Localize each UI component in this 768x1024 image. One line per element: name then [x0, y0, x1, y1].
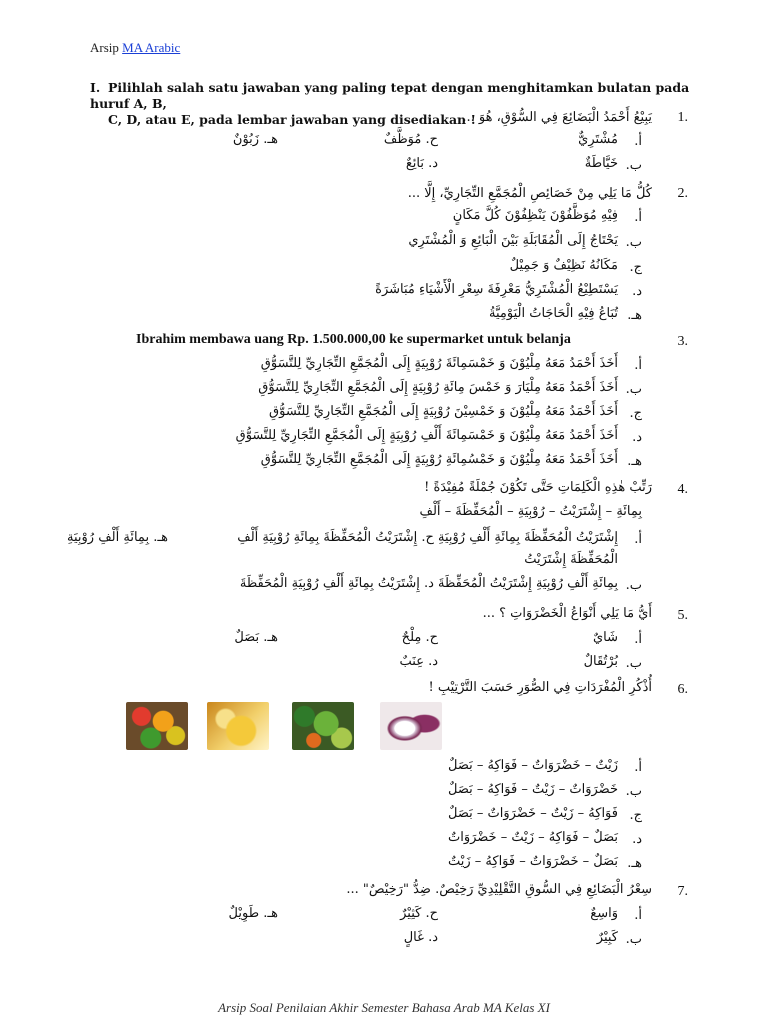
- option-letter: هـ.: [627, 308, 642, 323]
- option-b[interactable]: بُرْتُقَالٌ: [583, 654, 618, 669]
- option-a[interactable]: زَيْتٌ – خَضْرَوَاتٌ – فَوَاكِهُ – بَصَلٌ: [447, 758, 618, 773]
- option-letter: ب.: [625, 235, 642, 250]
- option-e[interactable]: بَصَلٌ – خَضْرَوَاتٌ – فَوَاكِهُ – زَيْتٌ: [447, 854, 618, 869]
- question-text: رَتِّبْ هٰذِهِ الْكَلِمَاتِ حَتَّى تَكُوْنَ جُمْلَةً مُفِيْدَةً !: [424, 480, 652, 495]
- vegetables-image: [292, 702, 354, 750]
- option-a-continued: الْمُحَفِّظَةَ إِشْتَرَيْتُ: [524, 552, 618, 567]
- option-a[interactable]: وَاسِعٌ: [590, 906, 618, 921]
- option-letter: ب.: [625, 784, 642, 799]
- header-prefix: Arsip: [90, 40, 119, 55]
- option-e[interactable]: هـ. بَصَلٌ: [234, 630, 278, 645]
- option-letter: أ.: [634, 210, 642, 225]
- option-letter: أ.: [634, 358, 642, 373]
- option-letter: أ.: [634, 760, 642, 775]
- option-a[interactable]: فِيْهِ مُوَظَّفُوْنَ يَنْظِفُوْنَ كُلَّ مَكَانٍ: [452, 208, 618, 223]
- option-c[interactable]: ح. مُوَظَّفٌ: [383, 132, 438, 147]
- option-b[interactable]: كَبِيْرٌ: [596, 930, 618, 945]
- question-number: 3.: [677, 334, 688, 349]
- option-letter: هـ.: [627, 454, 642, 469]
- question-number: 6.: [677, 682, 688, 697]
- page-header: [90, 40, 180, 56]
- option-c[interactable]: مَكَانُهُ نَظِيْفٌ وَ جَمِيْلٌ: [509, 258, 618, 273]
- option-a-c[interactable]: إِشْتَرَيْتُ الْمُحَفِّظَةَ بِمِائَةِ أَلْفِ رُوْبِيَةِ ح. إِشْتَرَيْتُ الْمُحَفِّظَةَ بِمِائَةِ رُوْبِيَةِ أَلْفِ: [237, 530, 618, 545]
- option-letter: هـ.: [627, 856, 642, 871]
- option-a[interactable]: مُشْتَرِيٌّ: [578, 132, 618, 147]
- option-letter: ب.: [625, 932, 642, 947]
- oil-image: [207, 702, 269, 750]
- fruits-image: [126, 702, 188, 750]
- option-e[interactable]: هـ. طَوِيْلٌ: [228, 906, 278, 921]
- question-text: سِعْرُ الْبَضَائِعِ فِي السُّوقِ التَّقْلِيْدِيِّ رَخِيْصٌ. ضِدُّ "رَخِيْصٌ" ...: [346, 882, 652, 897]
- option-d[interactable]: أَخَذَ أَحْمَدُ مَعَهُ مِلْيُوْنَ وَ خَمْسَمِائَةَ أَلْفِ رُوْبِيَةٍ إِلَى الْمُجَمَّعِ التِّجَارِيِّ لِلتَّسَوُّقِ: [235, 428, 618, 443]
- option-d[interactable]: د. غَالٍ: [403, 930, 438, 945]
- section-roman: I.: [90, 80, 101, 95]
- option-c[interactable]: فَوَاكِهُ – زَيْتٌ – خَضْرَوَاتٌ – بَصَلٌ: [447, 806, 618, 821]
- option-letter: ب.: [625, 158, 642, 173]
- page-footer: Arsip Soal Penilaian Akhir Semester Bahasa Arab MA Kelas XI: [218, 1000, 550, 1015]
- option-e[interactable]: أَخَذَ أَحْمَدُ مَعَهُ مِلْيُوْنَ وَ خَمْسُمِائَةِ رُوْبِيَةٍ إِلَى الْمُجَمَّعِ التِّجَارِيِّ لِلتَّسَوُّقِ: [260, 452, 618, 467]
- option-e[interactable]: تُبَاعُ فِيْهِ الْحَاجَاتُ الْيَوْمِيَّةُ: [489, 306, 618, 321]
- question-number: 4.: [677, 482, 688, 497]
- option-letter: ب.: [625, 578, 642, 593]
- option-b[interactable]: خَضْرَوَاتٌ – زَيْتٌ – فَوَاكِهُ – بَصَلٌ: [447, 782, 618, 797]
- option-b[interactable]: أَخَذَ أَحْمَدُ مَعَهُ مِلْيَارَ وَ خَمْسَ مِائَةِ رُوْبِيَةٍ إِلَى الْمُجَمَّعِ التِّجَارِيِّ لِلتَّسَوُّقِ: [258, 380, 618, 395]
- option-letter: أ.: [634, 134, 642, 149]
- option-c[interactable]: ح. كَثِيْرٌ: [400, 906, 438, 921]
- option-d[interactable]: د. بَائِعٌ: [405, 156, 438, 171]
- option-letter: د.: [632, 430, 642, 445]
- option-c[interactable]: أَخَذَ أَحْمَدُ مَعَهُ مِلْيُوْنَ وَ خَمْسِيْنَ رُوْبِيَةٍ إِلَى الْمُجَمَّعِ التِّجَارِيِّ لِلتَّسَوُّقِ: [269, 404, 618, 419]
- question-text: Ibrahim membawa uang Rp. 1.500.000,00 ke supermarket untuk belanja: [136, 332, 571, 347]
- option-letter: ج.: [629, 808, 642, 823]
- option-d[interactable]: يَسْتَطِيْعُ الْمُشْتَرِيُّ مَعْرِفَةَ سِعْرِ الْأَشْيَاءِ مُبَاشَرَةً: [375, 282, 618, 297]
- option-b[interactable]: خَيَّاطَةٌ: [584, 156, 618, 171]
- option-letter: ج.: [629, 406, 642, 421]
- option-e[interactable]: هـ. زَبُوْنٌ: [232, 132, 278, 147]
- option-letter: ب.: [625, 382, 642, 397]
- option-letter: د.: [632, 832, 642, 847]
- question-text: كُلُّ مَا يَلِي مِنْ خَصَائِصِ الْمُجَمَّعِ التِّجَارِيِّ، إِلَّا ...: [407, 186, 652, 201]
- header-link[interactable]: MA Arabic: [122, 40, 181, 55]
- onion-image: [380, 702, 442, 750]
- instruction-line-1: Pilihlah salah satu jawaban yang paling tepat dengan menghitamkan bulatan pada huruf A, B,: [90, 80, 690, 111]
- question-text: أَيُّ مَا يَلِي أَنْوَاعُ الْخَضْرَوَاتِ ؟ ...: [482, 606, 652, 621]
- option-letter: ب.: [625, 656, 642, 671]
- question-number: 7.: [677, 884, 688, 899]
- question-text: يَبِيْعُ أَحْمَدُ الْبَضَائِعَ فِي السُّوْقِ، هُوَ ...: [462, 110, 652, 125]
- option-b[interactable]: يَحْتَاجُ إِلَى الْمُقَابَلَةِ بَيْنَ الْبَائِعِ وَ الْمُشْتَرِي: [408, 233, 618, 248]
- question-text: أُذْكُرِ الْمُفْرَدَاتِ فِي الصُّوَرِ حَسَبَ التَّرْتِيْبِ !: [428, 680, 652, 695]
- question-number: 1.: [677, 110, 688, 125]
- option-letter: أ.: [634, 532, 642, 547]
- option-a[interactable]: أَخَذَ أَحْمَدُ مَعَهُ مِلْيُوْنَ وَ خَمْسَمِائَةَ رُوْبِيَةٍ إِلَى الْمُجَمَّعِ التِّجَارِيِّ لِلتَّسَوُّقِ: [260, 356, 618, 371]
- option-letter: د.: [632, 284, 642, 299]
- option-b-d[interactable]: بِمِائَةِ أَلْفِ رُوْبِيَةِ إِشْتَرَيْتُ الْمُحَفِّظَةَ د. إِشْتَرَيْتُ بِمِائَةِ أَلْفِ رُوْبِيَةِ الْمُحَفِّظَةَ: [239, 576, 618, 591]
- option-e[interactable]: هـ. بِمِائَةِ أَلْفِ رُوْبِيَةِ: [67, 530, 168, 545]
- option-c[interactable]: ح. مِلْحٌ: [401, 630, 438, 645]
- question-number: 5.: [677, 608, 688, 623]
- question-number: 2.: [677, 186, 688, 201]
- option-d[interactable]: د. عِنَبٌ: [399, 654, 438, 669]
- instruction-line-2: C, D, atau E, pada lembar jawaban yang disediakan !: [108, 112, 476, 127]
- word-list: بِمِائَةِ – إِشْتَرَيْتُ – رُوْبِيَةِ – الْمُحَفِّظَةَ – أَلْفِ: [419, 504, 642, 519]
- option-d[interactable]: بَصَلٌ – فَوَاكِهُ – زَيْتٌ – خَضْرَوَاتٌ: [447, 830, 618, 845]
- option-letter: ج.: [629, 260, 642, 275]
- option-a[interactable]: شَايٌ: [592, 630, 618, 645]
- option-letter: أ.: [634, 908, 642, 923]
- option-letter: أ.: [634, 632, 642, 647]
